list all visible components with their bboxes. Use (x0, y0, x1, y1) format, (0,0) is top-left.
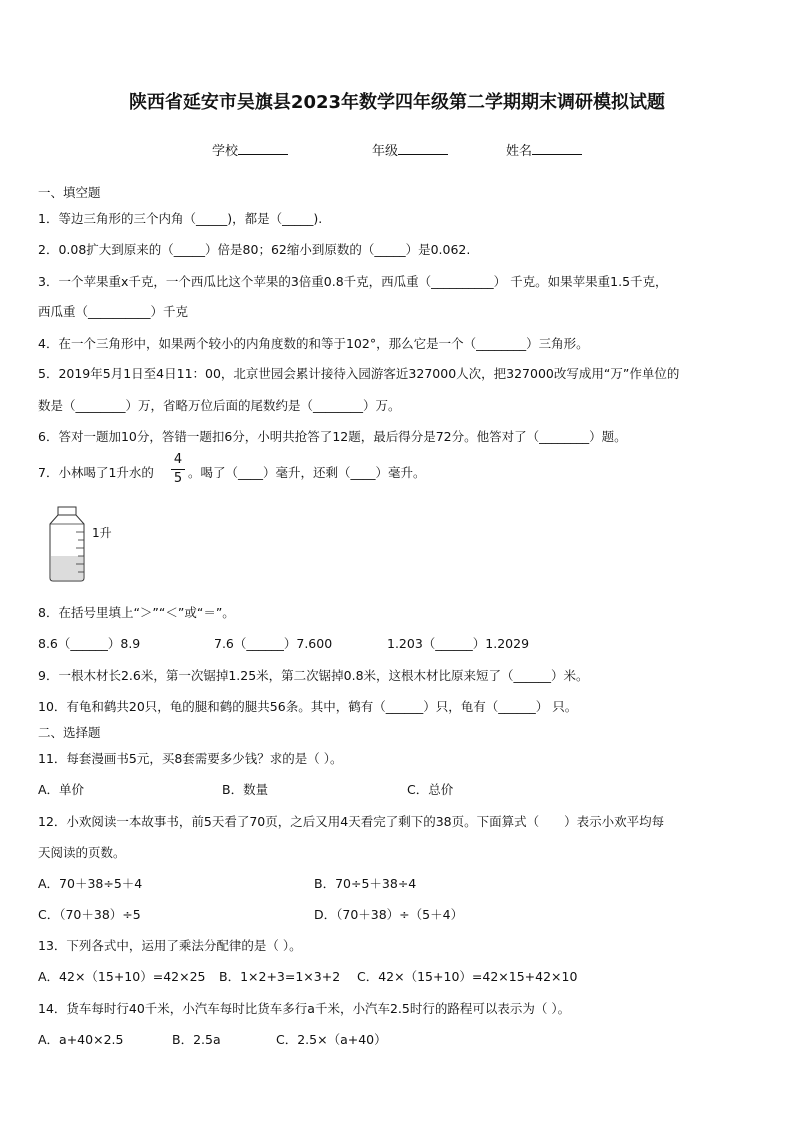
question-12-line-1: 12．小欢阅读一本故事书，前5天看了70页，之后又用4天看完了剩下的38页。下面算式（ ）表示小欢平均每 (38, 814, 665, 829)
grade-label: 年级 (372, 144, 399, 159)
grade-field (372, 140, 448, 159)
fraction-bar (171, 469, 185, 470)
question-13-option-a[interactable]: A．42×（15+10）=42×25 (38, 969, 206, 984)
question-10: 10．有龟和鹤共20只，龟的腿和鹤的腿共56条。其中，鹤有（______）只，龟有（______） 只。 (38, 699, 578, 714)
question-12-option-d[interactable]: D．（70＋38）÷（5＋4） (314, 907, 464, 922)
question-7-after: 。喝了（____）毫升，还剩（____）毫升。 (188, 465, 426, 480)
fraction-numerator: 4 (173, 452, 183, 467)
school-field (212, 140, 288, 159)
question-14: 14．货车每时行40千米，小汽车每时比货车多行a千米，小汽车2.5时行的路程可以表示为（ ）。 (38, 1001, 571, 1016)
page-title: 陕西省延安市吴旗县2023年数学四年级第二学期期末调研模拟试题 (128, 92, 666, 113)
question-8-item-3: 1.203（______）1.2029 (387, 636, 530, 651)
bottle-label: 1升 (92, 526, 112, 540)
question-11-option-b[interactable]: B．数量 (222, 782, 269, 797)
name-label: 姓名 (506, 144, 533, 159)
question-12-option-a[interactable]: A．70＋38÷5＋4 (38, 876, 143, 891)
question-3-line-1: 3．一个苹果重x千克，一个西瓜比这个苹果的3倍重0.8千克，西瓜重（__________） 千克。如果苹果重1.5千克， (38, 274, 668, 289)
question-11-option-c[interactable]: C．总价 (407, 782, 454, 797)
question-4: 4．在一个三角形中，如果两个较小的内角度数的和等于102°，那么它是一个（________）三角形。 (38, 336, 589, 351)
question-1: 1．等边三角形的三个内角（_____)，都是（_____). (38, 211, 323, 226)
question-13-option-b[interactable]: B．1×2+3=1×3+2 (219, 969, 341, 984)
fraction-denominator: 5 (173, 471, 183, 486)
question-14-option-b[interactable]: B．2.5a (172, 1032, 221, 1047)
water-bottle-icon (44, 506, 90, 582)
question-12-line-2: 天阅读的页数。 (38, 845, 126, 860)
question-5-line-1: 5．2019年5月1日至4日11：00，北京世园会累计接待入园游客近327000人次，把327000改写成用“万”作单位的 (38, 366, 680, 381)
section-fill-blank-heading: 一、填空题 (38, 185, 101, 200)
question-13: 13．下列各式中，运用了乘法分配律的是（ ）。 (38, 938, 302, 953)
section-choice-heading: 二、选择题 (38, 725, 101, 740)
fraction (171, 452, 185, 487)
question-14-option-c[interactable]: C．2.5×（a+40） (276, 1032, 387, 1047)
question-3-line-2: 西瓜重（__________）千克 (38, 304, 189, 319)
question-5-line-2: 数是（________）万，省略万位后面的尾数约是（________）万。 (38, 398, 401, 413)
question-8-item-1: 8.6（______）8.9 (38, 636, 141, 651)
name-field (506, 140, 582, 159)
question-8: 8．在括号里填上“＞”“＜”或“＝”。 (38, 605, 235, 620)
question-9: 9．一根木材长2.6米，第一次锯掉1.25米，第二次锯掉0.8米，这根木材比原来短了（______）米。 (38, 668, 589, 683)
question-12-option-b[interactable]: B．70÷5＋38÷4 (314, 876, 417, 891)
grade-blank[interactable] (398, 142, 448, 155)
question-6: 6．答对一题加10分，答错一题扣6分，小明共抢答了12题，最后得分是72分。他答对了（________）题。 (38, 429, 627, 444)
question-7-before: 7．小林喝了1升水的 (38, 465, 154, 480)
school-label: 学校 (212, 144, 239, 159)
name-blank[interactable] (532, 142, 582, 155)
school-blank[interactable] (238, 142, 288, 155)
question-13-option-c[interactable]: C．42×（15+10）=42×15+42×10 (357, 969, 578, 984)
question-11-option-a[interactable]: A．单价 (38, 782, 85, 797)
question-8-item-2: 7.6（______）7.600 (214, 636, 333, 651)
question-12-option-c[interactable]: C．（70＋38）÷5 (38, 907, 141, 922)
question-11: 11．每套漫画书5元，买8套需要多少钱？求的是（ ）。 (38, 751, 343, 766)
question-2: 2．0.08扩大到原来的（_____）倍是80；62缩小到原数的（_____）是0.062. (38, 242, 471, 257)
question-14-option-a[interactable]: A．a+40×2.5 (38, 1032, 124, 1047)
